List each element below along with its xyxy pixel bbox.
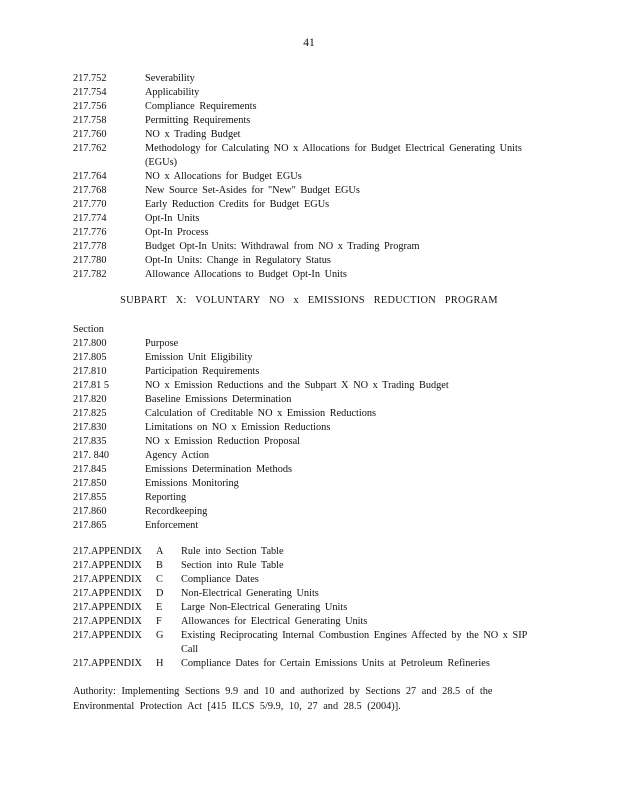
section-title: Limitations on NO x Emission Reductions (145, 422, 331, 433)
section-number: 217.81 5 (73, 380, 110, 391)
section-number: 217.860 (73, 506, 107, 517)
appendix-title: Rule into Section Table (181, 546, 284, 557)
section-title: Opt-In Units: Change in Regulatory Status (145, 255, 331, 266)
page-number: 41 (303, 37, 315, 49)
appendix-title: Compliance Dates (181, 574, 259, 585)
section-title: Emission Unit Eligibility (145, 352, 253, 363)
section-number: 217.855 (73, 492, 107, 503)
section-number: 217.830 (73, 422, 107, 433)
section-title: Opt-In Process (145, 227, 209, 238)
section-title: Allowance Allocations to Budget Opt-In Units (145, 269, 347, 280)
section-title: Emissions Monitoring (145, 478, 239, 489)
section-number: 217.768 (73, 185, 107, 196)
section-title: Calculation of Creditable NO x Emission Reductions (145, 408, 377, 419)
appendix-number: 217.APPENDIX (73, 560, 142, 571)
section-number: 217.805 (73, 352, 107, 363)
section-number: 217.764 (73, 171, 107, 182)
section-title: Permitting Requirements (145, 115, 251, 126)
appendix-number: 217.APPENDIX (73, 658, 142, 669)
appendix-number: 217.APPENDIX (73, 546, 142, 557)
subpart-heading: SUBPART X: VOLUNTARY NO x EMISSIONS REDUCTION PROGRAM (120, 295, 498, 306)
section-number: 217.845 (73, 464, 107, 475)
appendix-title: Compliance Dates for Certain Emissions Units at Petroleum Refineries (181, 658, 490, 669)
section-number: 217.770 (73, 199, 107, 210)
appendix-number: 217.APPENDIX (73, 588, 142, 599)
section-number: 217.825 (73, 408, 107, 419)
section-number: 217.758 (73, 115, 107, 126)
appendix-title: Section into Rule Table (181, 560, 284, 571)
section-title: Agency Action (145, 450, 210, 461)
appendix-title: Allowances for Electrical Generating Units (181, 616, 368, 627)
section-title: NO x Allocations for Budget EGUs (145, 171, 302, 182)
section-title: NO x Emission Reduction Proposal (145, 436, 301, 447)
section-number: 217.774 (73, 213, 107, 224)
section-title: Emissions Determination Methods (145, 464, 293, 475)
section-title: NO x Emission Reductions and the Subpart X NO x Trading Budget (145, 380, 449, 391)
section-number: 217.865 (73, 520, 107, 531)
section-title: Participation Requirements (145, 366, 260, 377)
section-title: Severability (145, 73, 195, 84)
section-number: 217.782 (73, 269, 107, 280)
section-number: 217.760 (73, 129, 107, 140)
appendix-number: 217.APPENDIX (73, 602, 142, 613)
section-number: 217.835 (73, 436, 107, 447)
appendix-letter: A (156, 546, 164, 557)
section-number: 217.780 (73, 255, 107, 266)
section-label: Section (73, 324, 104, 335)
appendix-number: 217.APPENDIX (73, 616, 142, 627)
section-title: Baseline Emissions Determination (145, 394, 292, 405)
section-number: 217.810 (73, 366, 107, 377)
appendix-letter: B (156, 560, 163, 571)
section-number: 217.752 (73, 73, 107, 84)
section-title: Enforcement (145, 520, 199, 531)
section-title: Budget Opt-In Units: Withdrawal from NO x Trading Program (145, 241, 420, 252)
appendix-letter: C (156, 574, 163, 585)
section-title: New Source Set-Asides for "New" Budget EGUs (145, 185, 360, 196)
section-title: Early Reduction Credits for Budget EGUs (145, 199, 330, 210)
section-title: Purpose (145, 338, 179, 349)
appendix-letter: D (156, 588, 164, 599)
section-title: Reporting (145, 492, 187, 503)
section-number: 217.778 (73, 241, 107, 252)
section-title: NO x Trading Budget (145, 129, 241, 140)
appendix-title: Non-Electrical Generating Units (181, 588, 319, 599)
appendix-title: Large Non-Electrical Generating Units (181, 602, 348, 613)
section-title: Compliance Requirements (145, 101, 257, 112)
appendix-letter: H (156, 658, 164, 669)
section-number: 217.754 (73, 87, 107, 98)
section-number: 217.762 (73, 143, 107, 154)
section-number: 217.776 (73, 227, 107, 238)
appendix-number: 217.APPENDIX (73, 574, 142, 585)
section-number: 217.820 (73, 394, 107, 405)
appendix-number: 217.APPENDIX (73, 630, 142, 641)
appendix-letter: E (156, 602, 163, 613)
section-title: Methodology for Calculating NO x Allocations for Budget Electrical Generating Units (EGUs) (145, 143, 522, 168)
appendix-title: Existing Reciprocating Internal Combustion Engines Affected by the NO x SIP Call (181, 630, 528, 655)
authority-note: Authority: Implementing Sections 9.9 and 10 and authorized by Sections 27 and 28.5 of the Environmental Protection Act [415 ILCS 5/9.9, 10, 27 and 28.5 (2004)]. (73, 686, 493, 712)
section-title: Applicability (145, 87, 200, 98)
section-number: 217. 840 (73, 450, 110, 461)
section-number: 217.800 (73, 338, 107, 349)
section-number: 217.850 (73, 478, 107, 489)
section-title: Recordkeeping (145, 506, 208, 517)
appendix-letter: F (156, 616, 162, 627)
appendix-letter: G (156, 630, 164, 641)
section-title: Opt-In Units (145, 213, 200, 224)
section-number: 217.756 (73, 101, 107, 112)
